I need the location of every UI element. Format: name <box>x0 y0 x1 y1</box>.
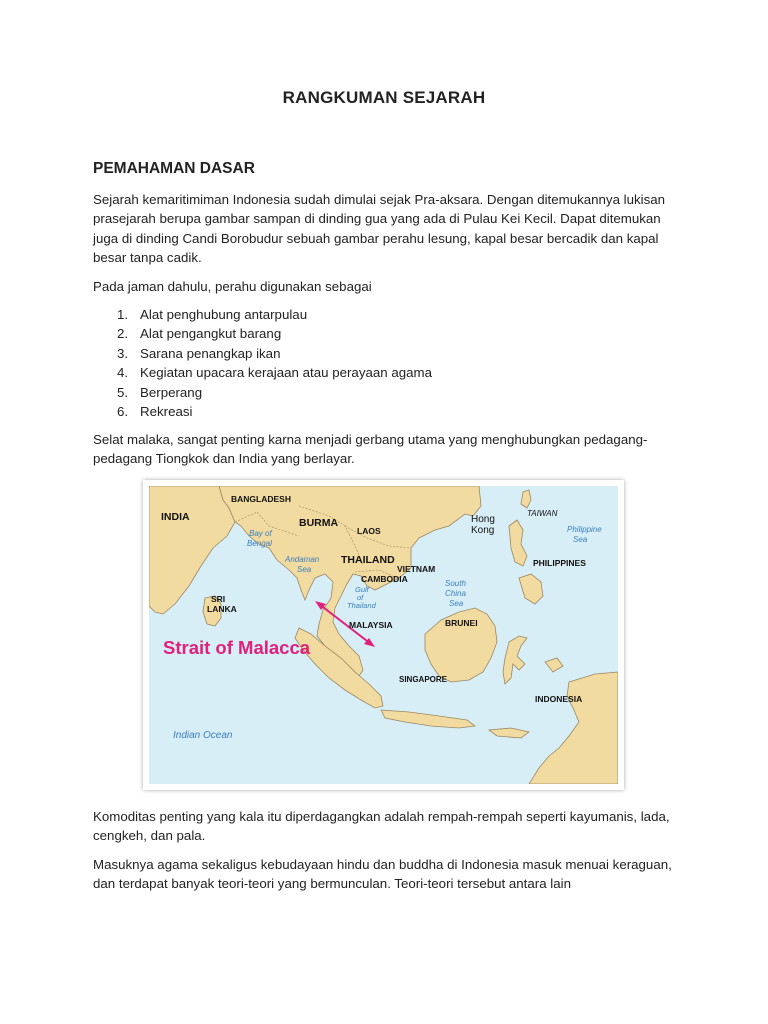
label-bangladesh: BANGLADESH <box>231 494 291 504</box>
label-singapore: SINGAPORE <box>399 675 448 684</box>
list-number: 1. <box>117 307 129 322</box>
label-india: INDIA <box>161 511 190 523</box>
list-number: 3. <box>117 345 129 361</box>
strait-of-malacca-map <box>149 486 618 784</box>
label-philippine: Philippine <box>567 525 602 534</box>
label-bay-of: Bay of <box>249 529 272 538</box>
label-gulf: Gulf <box>355 585 369 594</box>
list-text: Sarana penangkap ikan <box>140 345 281 361</box>
label-taiwan: TAIWAN <box>527 509 558 518</box>
label-indonesia: INDONESIA <box>535 694 583 704</box>
label-kong: Kong <box>471 525 495 536</box>
label-hong: Hong <box>471 514 495 525</box>
label-bengal: Bengal <box>247 539 272 548</box>
label-cambodia: CAMBODIA <box>361 574 408 584</box>
list-text: Rekreasi <box>140 403 193 419</box>
label-vietnam: VIETNAM <box>397 564 436 574</box>
label-brunei: BRUNEI <box>445 618 478 628</box>
label-south: South <box>445 579 466 588</box>
label-indian-ocean: Indian Ocean <box>173 730 233 741</box>
label-laos: LAOS <box>357 526 381 536</box>
paragraph-malacca: Selat malaka, sangat penting karna menjadi gerbang utama yang menghubungkan pedagang-pedagang Tiongkok dan India yang berlayar. <box>93 432 648 467</box>
list-number: 4. <box>117 365 129 381</box>
label-andaman-sea: Sea <box>297 565 312 574</box>
list-number: 6. <box>117 403 129 419</box>
paragraph-commodities: Komoditas penting yang kala itu diperdagangkan adalah rempah-rempah seperti kayumanis, lada, cengkeh, dan pala. <box>93 809 670 844</box>
list-text: Alat pengangkut barang <box>140 326 282 342</box>
label-strait-of-malacca: Strait of Malacca <box>163 637 311 658</box>
label-china-sea: Sea <box>449 599 464 608</box>
label-philippines: PHILIPPINES <box>533 558 586 568</box>
label-china: China <box>445 589 466 598</box>
label-gulf-of: of <box>357 593 364 602</box>
label-malaysia: MALAYSIA <box>349 620 393 630</box>
list-number: 2. <box>117 326 129 342</box>
paragraph-intro: Sejarah kemaritimiman Indonesia sudah dimulai sejak Pra-aksara. Dengan ditemukannya lukisan prasejarah berupa gambar sampan di dinding gua yang ada di Pulau Kei Kecil. Dapat ditemukan juga di dinding Candi Borobudur sebuah gambar perahu lesung, kapal besar bercadik dan kapal besar tanpa cadik. <box>93 192 666 266</box>
list-text: Berperang <box>140 384 203 400</box>
label-lanka: LANKA <box>207 604 237 614</box>
list-text: Kegiatan upacara kerajaan atau perayaan agama <box>140 365 433 381</box>
list-number: 5. <box>117 384 129 400</box>
section-heading: PEMAHAMAN DASAR <box>93 160 255 177</box>
label-gulf-thailand: Thailand <box>347 601 376 610</box>
label-philippine-sea: Sea <box>573 535 588 544</box>
page-title: RANGKUMAN SEJARAH <box>282 88 486 107</box>
label-thailand: THAILAND <box>341 554 395 566</box>
label-burma: BURMA <box>299 517 339 529</box>
map-figure <box>143 480 624 790</box>
label-andaman: Andaman <box>285 555 320 564</box>
paragraph-boat-uses: Pada jaman dahulu, perahu digunakan sebagai <box>93 279 372 294</box>
paragraph-religion: Masuknya agama sekaligus kebudayaan hindu dan buddha di Indonesia masuk menuai keraguan, dan terdapat banyak teori-teori yang bermunculan. Teori-teori tersebut antara lain <box>93 857 672 892</box>
label-sri: SRI <box>211 594 226 604</box>
list-text: Alat penghubung antarpulau <box>140 307 308 322</box>
